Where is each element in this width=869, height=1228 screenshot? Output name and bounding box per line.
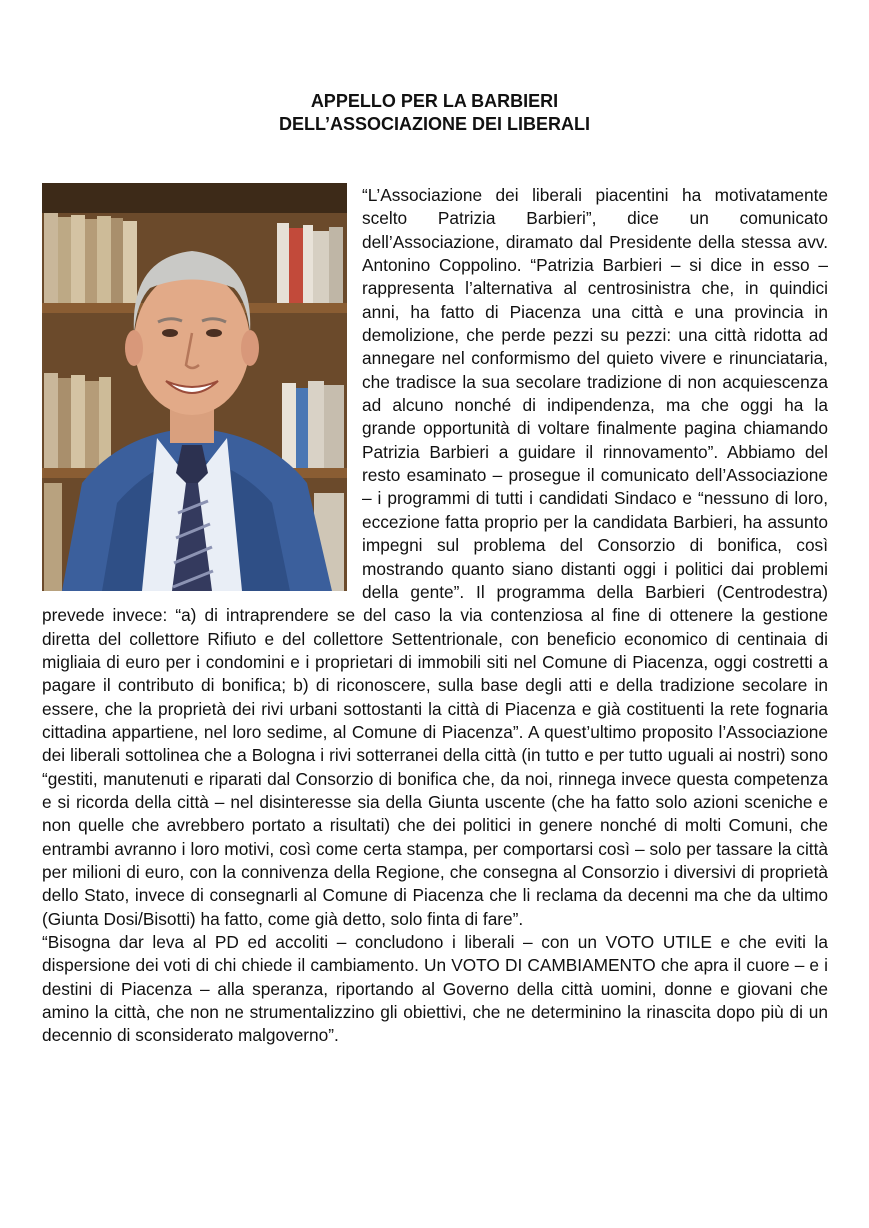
photo-wrap-space (42, 184, 347, 584)
article-title (0, 90, 869, 136)
article-body (42, 184, 828, 1048)
paragraph-1: “L’Associazione dei liberali piacentini ha motivatamente scelto Patrizia Barbieri”, dice un comunicato dell’Associazione, diramato dal Presidente della stessa avv. Antonino Coppolino. “Patrizia Barbieri – si dice in esso – rappresenta l’alternativa al centrosinistra che, in quindici anni, ha fatto di Piacenza una città e una provincia in demolizione, che perde pezzi su pezzi: una città ridotta ad annegare nel conformismo del quieto vivere e rinunciataria, che tradisce la sua secolare tradizione di non acquiescenza ad alcuno nonché di indipendenza, ma che oggi ha la grande opportunità di voltare finalmente pagina chiamando Patrizia Barbieri a guidare il rinnovamento”. Abbiamo del resto esaminato – prosegue il comunicato dell’Associazione – i programmi di tutti i candidati Sindaco e “nessuno di loro, eccezione fatta proprio per la candidata Barbieri, ha assunto impegni sul problema del Consorzio di bonifica, così mostrando quanto siano distanti oggi i politici dai problemi della gente”. Il programma della Barbieri (Centrodestra) prevede invece: “a) di intraprendere se del caso la via contenziosa al fine di ottenere la gestione diretta del collettore Rifiuto e del collettore Settentrionale, con beneficio economico di centinaia di migliaia di euro per i condomini e i proprietari di immobili siti nel Comune di Piacenza, oggi costretti a pagare il contributo di bonifica; b) di riconoscere, sulla base degli atti e della tradizione secolare in essere, che la proprietà dei rivi urbani sottostanti la città di Piacenza e già costituenti la rete fognaria cittadina appartiene, nel loro sedime, al Comune di Piacenza”. A quest’ultimo proposito l’Associazione dei liberali sottolinea che a Bologna i rivi sotterranei della città (in tutto e per tutto uguali ai nostri) sono “gestiti, manutenuti e riparati dal Consorzio di bonifica che, da noi, rinnega invece questa competenza e si ricorda della città – nel disinteresse sia della Giunta uscente (che ha fatto solo azioni sceniche e non quelle che avrebbero portato a risultati) che dei politici in genere nonché di molti Comuni, che entrambi avranno i loro motivi, così come certa stampa, per comportarsi così – solo per tassare la città per milioni di euro, con la connivenza della Regione, che consegna al Consorzio i diversivi di proprietà dello Stato, invece di consegnarli al Comune di Piacenza che li reclama da decenni ma che da ultimo (Giunta Dosi/Bisotti) ha fatto, come già detto, solo finta di fare”. (42, 185, 828, 929)
title-line-1: APPELLO PER LA BARBIERI (310, 91, 559, 111)
paragraph-2: “Bisogna dar leva al PD ed accoliti – concludono i liberali – con un VOTO UTILE e che eviti la dispersione dei voti di chi chiede il cambiamento. Un VOTO DI CAMBIAMENTO che apra il cuore – e i destini di Piacenza – alla speranza, riportando al Governo della città uomini, donne e giovani che amino la città, che non ne strumentalizzino gli obiettivi, che ne determinino la rinascita dopo più di un decennio di sconsiderato malgoverno”. (42, 932, 828, 1046)
title-line-2: DELL’ASSOCIAZIONE DEI LIBERALI (278, 114, 591, 134)
